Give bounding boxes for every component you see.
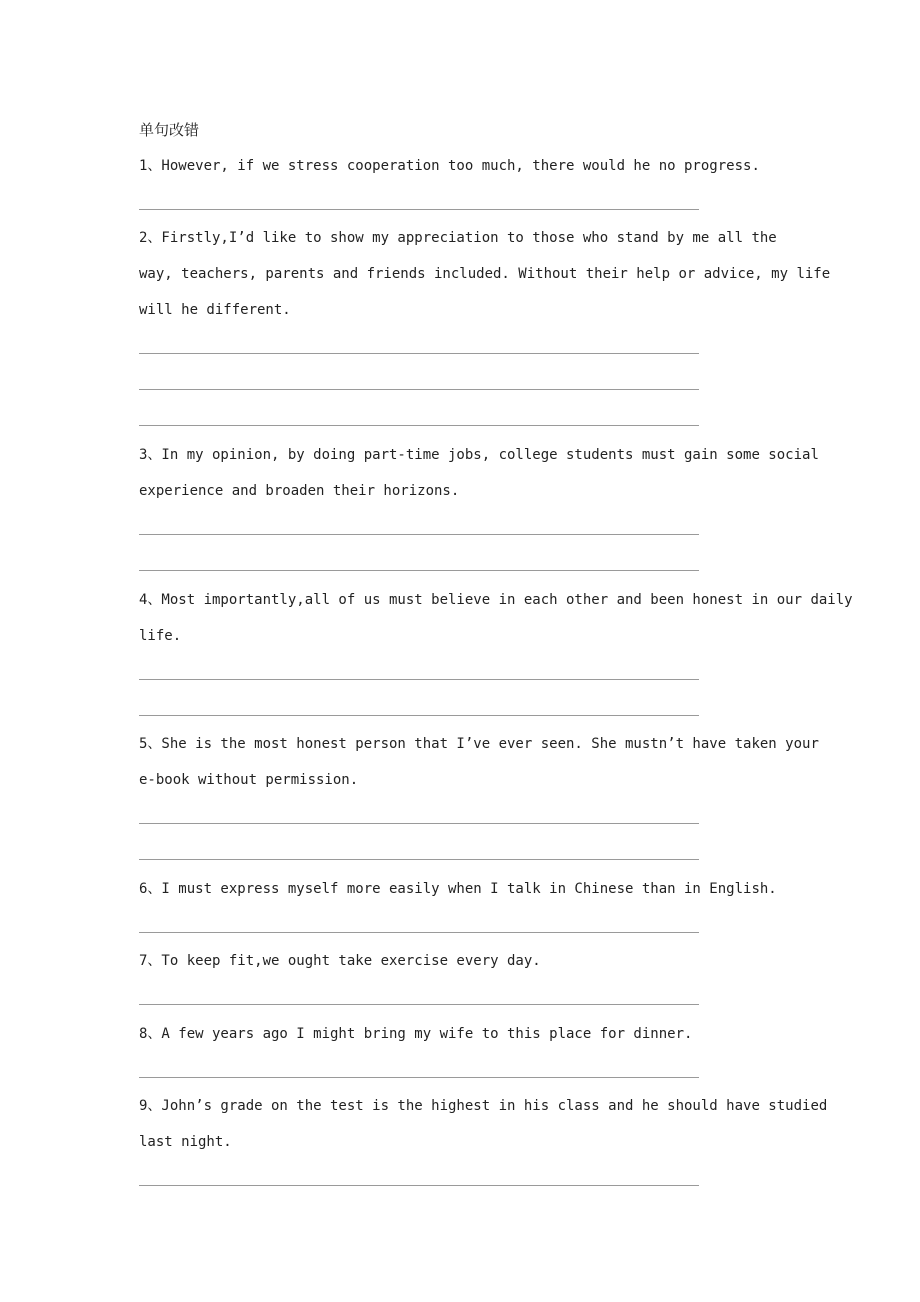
question-2-line-1: 2、Firstly,I’d like to show my appreciation to those who stand by me all the	[139, 230, 777, 246]
answer-line-2c	[139, 425, 699, 426]
answer-line-4a	[139, 679, 699, 680]
answer-line-4b	[139, 715, 699, 716]
answer-line-1a	[139, 209, 699, 210]
answer-line-6a	[139, 932, 699, 933]
answer-line-5b	[139, 859, 699, 860]
question-9-line-2: last night.	[139, 1134, 232, 1150]
question-3-line-1: 3、In my opinion, by doing part-time jobs, college students must gain some social	[139, 447, 819, 463]
question-9-line-1: 9、John’s grade on the test is the highest in his class and he should have studied	[139, 1098, 828, 1114]
answer-line-2a	[139, 353, 699, 354]
question-2-line-3: will he different.	[139, 302, 291, 318]
question-4-line-2: life.	[139, 628, 182, 644]
answer-line-9a	[139, 1185, 699, 1186]
answer-line-7a	[139, 1004, 699, 1005]
question-5-line-1: 5、She is the most honest person that I’ve ever seen. She mustn’t have taken your	[139, 736, 819, 752]
question-5-line-2: e-book without permission.	[139, 772, 359, 788]
answer-line-5a	[139, 823, 699, 824]
question-8-line-1: 8、A few years ago I might bring my wife to this place for dinner.	[139, 1026, 693, 1042]
question-6-line-1: 6、I must express myself more easily when I talk in Chinese than in English.	[139, 881, 777, 897]
answer-line-8a	[139, 1077, 699, 1078]
question-7-line-1: 7、To keep fit,we ought take exercise every day.	[139, 953, 541, 969]
question-3-line-2: experience and broaden their horizons.	[139, 483, 460, 499]
question-2-line-2: way, teachers, parents and friends included. Without their help or advice, my life	[139, 266, 831, 282]
question-1-line-1: 1、However, if we stress cooperation too much, there would he no progress.	[139, 158, 760, 174]
worksheet-title: 单句改错	[139, 121, 200, 139]
answer-line-3b	[139, 570, 699, 571]
question-4-line-1: 4、Most importantly,all of us must believe in each other and been honest in our daily	[139, 592, 853, 608]
answer-line-3a	[139, 534, 699, 535]
answer-line-2b	[139, 389, 699, 390]
